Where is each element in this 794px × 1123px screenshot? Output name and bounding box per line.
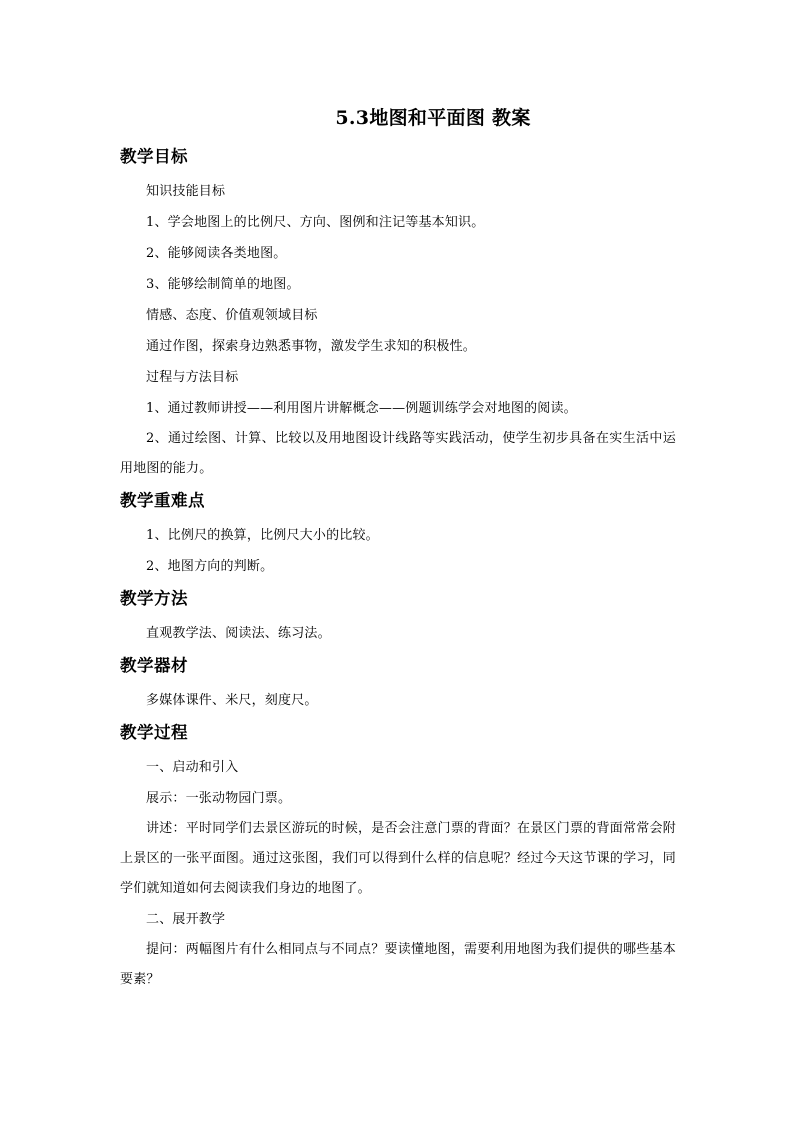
paragraph: 一、启动和引入 xyxy=(146,760,239,775)
paragraph: 提问：两幅图片有什么相同点与不同点？要读懂地图，需要利用地图为我们提供的哪些基本要素？ xyxy=(120,942,676,987)
paragraph: 多媒体课件、米尺，刻度尺。 xyxy=(146,693,318,708)
paragraph: 过程与方法目标 xyxy=(146,370,239,385)
paragraph: 1、学会地图上的比例尺、方向、图例和注记等基本知识。 xyxy=(146,215,485,230)
section-heading: 教学目标 xyxy=(120,147,188,166)
paragraph: 情感、态度、价值观领域目标 xyxy=(146,308,318,323)
section-heading: 教学过程 xyxy=(120,723,188,742)
paragraph: 直观教学法、阅读法、练习法。 xyxy=(146,626,331,641)
paragraph: 知识技能目标 xyxy=(146,184,226,199)
document-body xyxy=(120,104,676,995)
paragraph: 展示：一张动物园门票。 xyxy=(146,791,292,806)
paragraph: 1、通过教师讲授——利用图片讲解概念——例题训练学会对地图的阅读。 xyxy=(146,401,577,416)
section-heading: 教学重难点 xyxy=(120,491,205,510)
paragraph: 通过作图，探索身边熟悉事物，激发学生求知的积极性。 xyxy=(146,339,477,354)
paragraph: 二、展开教学 xyxy=(146,912,226,927)
section-heading: 教学器材 xyxy=(120,656,188,675)
paragraph: 2、能够阅读各类地图。 xyxy=(146,246,287,261)
paragraph: 3、能够绘制简单的地图。 xyxy=(146,277,300,292)
section-heading: 教学方法 xyxy=(120,589,188,608)
section-teaching-equipment xyxy=(120,653,676,716)
section-key-points xyxy=(120,488,676,582)
paragraph: 2、通过绘图、计算、比较以及用地图设计线路等实践活动，使学生初步具备在实生活中运用地图的能力。 xyxy=(120,431,676,476)
section-teaching-objectives xyxy=(120,144,676,484)
document-title: 5.3地图和平面图 教案 xyxy=(335,107,531,129)
section-teaching-methods xyxy=(120,586,676,649)
paragraph: 2、地图方向的判断。 xyxy=(146,559,274,574)
paragraph: 1、比例尺的换算，比例尺大小的比较。 xyxy=(146,528,379,543)
paragraph: 讲述：平时同学们去景区游玩的时候，是否会注意门票的背面？在景区门票的背面常常会附上景区的一张平面图。通过这张图，我们可以得到什么样的信息呢？经过今天这节课的学习，同学们就知道如何去阅读我们身边的地图了。 xyxy=(120,821,676,896)
section-teaching-process xyxy=(120,720,676,995)
